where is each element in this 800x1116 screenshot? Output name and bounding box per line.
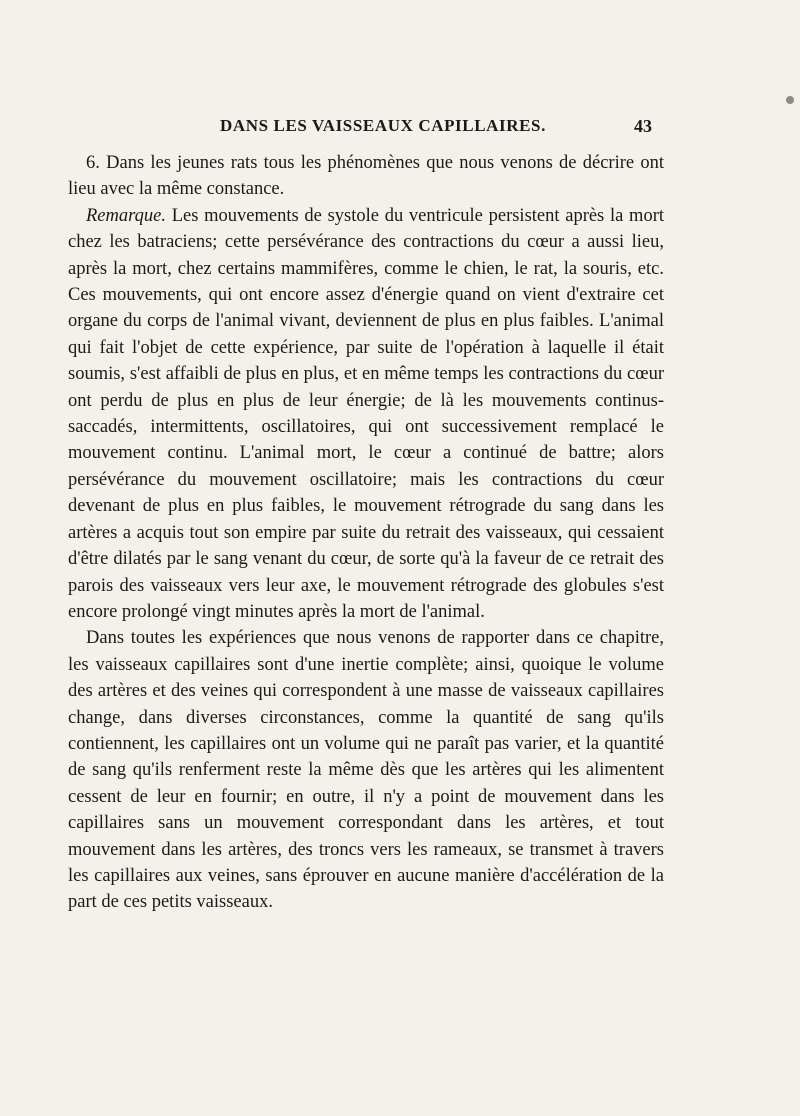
paragraph-remark bbox=[68, 203, 664, 626]
running-head bbox=[220, 116, 652, 138]
running-title: DANS LES VAISSEAUX CAPILLAIRES. bbox=[220, 116, 546, 135]
ink-spot bbox=[786, 96, 794, 104]
paragraph-conclusion bbox=[68, 625, 664, 915]
page-number: 43 bbox=[634, 116, 652, 136]
paragraph-6-text: 6. Dans les jeunes rats tous les phénomènes que nous venons de décrire ont lieu avec la même constance. bbox=[68, 153, 664, 200]
remark-label: Remarque. bbox=[86, 205, 166, 226]
remark-text: Les mouvements de systole du ventricule persistent après la mort chez les batraciens; cette persévérance des contractions du cœur a aussi lieu, après la mort, chez certains mammifères, comme le chien, le rat, la souris, etc. Ces mouvements, qui ont encore assez d'énergie quand on vient d'extraire cet organe du corps de l'animal vivant, deviennent de plus en plus faibles. L'animal qui fait l'objet de cette expérience, par suite de l'opération à laquelle il était soumis, s'est affaibli de plus en plus, et en même temps les contractions du cœur ont perdu de plus en plus de leur énergie; de là les mouvements continus-saccadés, intermittents, oscillatoires, qui ont successivement remplacé le mouvement continu. L'animal mort, le cœur a continué de battre; alors persévérance du mouvement oscillatoire; mais les contractions du cœur devenant de plus en plus faibles, le mouvement rétrograde du sang dans les artères a acquis tout son empire par suite du retrait des vaisseaux, qui cessaient d'être dilatés par le sang venant du cœur, de sorte qu'à la faveur de ce retrait des parois des vaisseaux vers leur axe, le mouvement rétrograde des globules s'est encore prolongé vingt minutes après la mort de l'animal. bbox=[68, 205, 664, 622]
paragraph-6 bbox=[68, 150, 664, 203]
body-text bbox=[68, 150, 664, 916]
conclusion-text: Dans toutes les expériences que nous venons de rapporter dans ce chapitre, les vaisseaux capillaires sont d'une inertie complète; ainsi, quoique le volume des artères et des veines qui correspondent à une masse de vaisseaux capillaires change, dans diverses circonstances, comme la quantité de sang qu'ils contiennent, les capillaires ont un volume qui ne paraît pas varier, et la quantité de sang qu'ils renferment reste la même dès que les artères qui les alimentent cessent de leur en fournir; en outre, il n'y a point de mouvement dans les capillaires sans un mouvement correspondant dans les artères, et tout mouvement dans les artères, des troncs vers les rameaux, se transmet à travers les capillaires aux veines, sans éprouver en aucune manière d'accélération de la part de ces petits vaisseaux. bbox=[68, 628, 664, 913]
